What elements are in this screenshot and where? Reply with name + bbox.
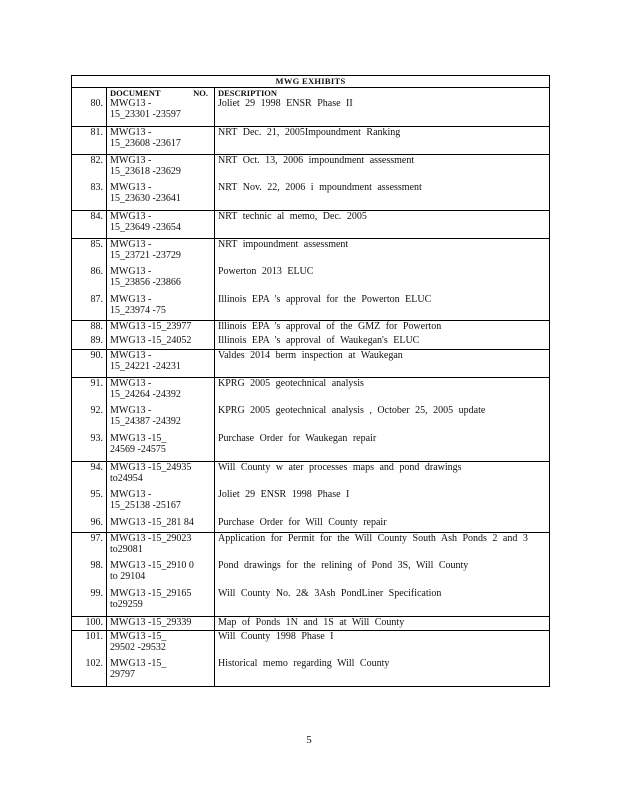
document-number: MWG13 -15_281 84 [107, 517, 215, 532]
row-number: 101. [72, 630, 107, 658]
document-header: DOCUMENT NO. [107, 88, 215, 99]
table-row [72, 461, 550, 489]
document-number: MWG13 -15_23977 [107, 320, 215, 335]
row-number: 89. [72, 335, 107, 349]
row-number: 98. [72, 560, 107, 588]
document-number: MWG13 -15_24052 [107, 335, 215, 349]
description: Purchase Order for Will County repair [215, 517, 550, 532]
page-number: 5 [306, 734, 312, 746]
table-row [72, 349, 550, 377]
table-row [72, 294, 550, 320]
document-number: MWG13 - 15_23630 -23641 [107, 182, 215, 210]
description: Illinois EPA 's approval for the Powerton ELUC [215, 294, 550, 320]
table-row [72, 320, 550, 335]
table-row [72, 182, 550, 210]
document-number: MWG13 -15_29023 to29081 [107, 532, 215, 560]
description: Historical memo regarding Will County [215, 658, 550, 686]
description: Illinois EPA 's approval of the GMZ for Powerton [215, 320, 550, 335]
description: NRT Dec. 21, 2005Impoundment Ranking [215, 126, 550, 154]
document-number: MWG13 -15_29165 to29259 [107, 588, 215, 616]
row-number: 93. [72, 433, 107, 461]
description: Joliet 29 1998 ENSR Phase II [215, 98, 550, 126]
row-number: 100. [72, 616, 107, 630]
document-number: MWG13 - 15_25138 -25167 [107, 489, 215, 517]
table-row [72, 658, 550, 686]
row-number: 83. [72, 182, 107, 210]
row-number: 91. [72, 377, 107, 405]
document-number: MWG13 - 15_23649 -23654 [107, 210, 215, 238]
table-row [72, 433, 550, 461]
document-number: MWG13 - 15_24387 -24392 [107, 405, 215, 433]
document-number: MWG13 -15_ 29502 -29532 [107, 630, 215, 658]
description: Illinois EPA 's approval of Waukegan's ELUC [215, 335, 550, 349]
description: Will County 1998 Phase I [215, 630, 550, 658]
document-number: MWG13 - 15_23856 -23866 [107, 266, 215, 294]
exhibits-table [71, 75, 550, 687]
description: Will County w ater processes maps and pond drawings [215, 461, 550, 489]
row-number: 94. [72, 461, 107, 489]
document-number: MWG13 - 15_23721 -23729 [107, 238, 215, 266]
document-number: MWG13 - 15_23301 -23597 [107, 98, 215, 126]
document-number: MWG13 - 15_24221 -24231 [107, 349, 215, 377]
table-row [72, 560, 550, 588]
description: Purchase Order for Waukegan repair [215, 433, 550, 461]
description: Pond drawings for the relining of Pond 3S, Will County [215, 560, 550, 588]
row-number: 84. [72, 210, 107, 238]
header-row [72, 88, 550, 99]
description: NRT Oct. 13, 2006 impoundment assessment [215, 154, 550, 182]
document-number: MWG13 - 15_23974 -75 [107, 294, 215, 320]
document-number: MWG13 - 15_24264 -24392 [107, 377, 215, 405]
table-row [72, 588, 550, 616]
row-number: 96. [72, 517, 107, 532]
table-row [72, 126, 550, 154]
description: KPRG 2005 geotechnical analysis , October 25, 2005 update [215, 405, 550, 433]
row-number: 95. [72, 489, 107, 517]
document-number: MWG13 - 15_23618 -23629 [107, 154, 215, 182]
row-number: 80. [72, 98, 107, 126]
table-row [72, 532, 550, 560]
table-row [72, 489, 550, 517]
description: Joliet 29 ENSR 1998 Phase I [215, 489, 550, 517]
table-row [72, 154, 550, 182]
table-title: MWG EXHIBITS [72, 76, 550, 88]
document-number: MWG13 -15_29339 [107, 616, 215, 630]
row-number: 99. [72, 588, 107, 616]
document-number: MWG13 - 15_23608 -23617 [107, 126, 215, 154]
table-row [72, 266, 550, 294]
row-number: 85. [72, 238, 107, 266]
description: KPRG 2005 geotechnical analysis [215, 377, 550, 405]
row-number: 102. [72, 658, 107, 686]
table-row [72, 377, 550, 405]
table-row [72, 98, 550, 126]
description: Powerton 2013 ELUC [215, 266, 550, 294]
description: Valdes 2014 berm inspection at Waukegan [215, 349, 550, 377]
table-row [72, 210, 550, 238]
document-number: MWG13 -15_2910 0 to 29104 [107, 560, 215, 588]
description: NRT technic al memo, Dec. 2005 [215, 210, 550, 238]
row-number: 86. [72, 266, 107, 294]
table-row [72, 405, 550, 433]
description: NRT impoundment assessment [215, 238, 550, 266]
document-number: MWG13 -15_ 24569 -24575 [107, 433, 215, 461]
row-number: 88. [72, 320, 107, 335]
table-row [72, 616, 550, 630]
document-number: MWG13 -15_24935 to24954 [107, 461, 215, 489]
row-number: 82. [72, 154, 107, 182]
number-header [72, 88, 107, 99]
description: NRT Nov. 22, 2006 i mpoundment assessment [215, 182, 550, 210]
row-number: 87. [72, 294, 107, 320]
table-body [72, 88, 550, 687]
row-number: 81. [72, 126, 107, 154]
description-header: DESCRIPTION [215, 88, 550, 99]
table-row [72, 238, 550, 266]
row-number: 97. [72, 532, 107, 560]
description: Map of Ponds 1N and 1S at Will County [215, 616, 550, 630]
table-row [72, 517, 550, 532]
table-row [72, 630, 550, 658]
row-number: 90. [72, 349, 107, 377]
table-row [72, 335, 550, 349]
row-number: 92. [72, 405, 107, 433]
document-number: MWG13 -15_ 29797 [107, 658, 215, 686]
description: Application for Permit for the Will County South Ash Ponds 2 and 3 [215, 532, 550, 560]
description: Will County No. 2& 3Ash PondLiner Specification [215, 588, 550, 616]
